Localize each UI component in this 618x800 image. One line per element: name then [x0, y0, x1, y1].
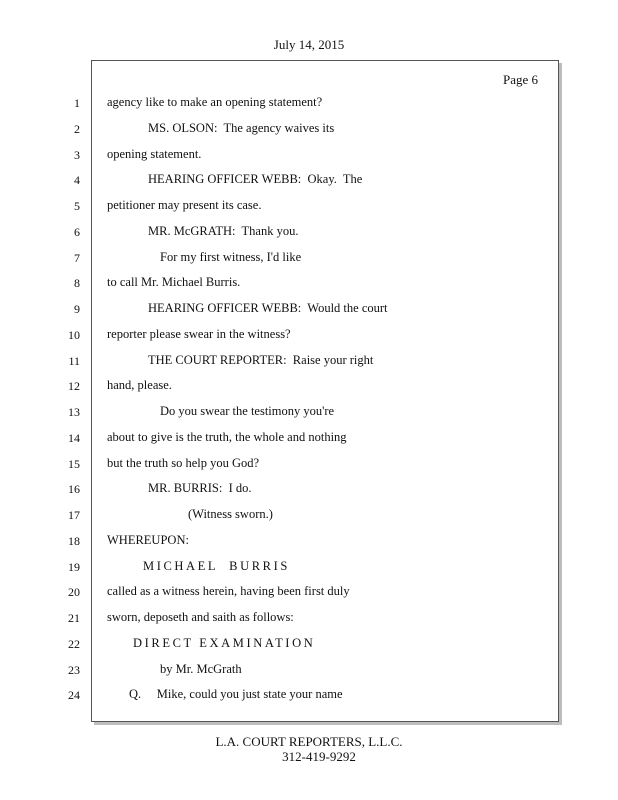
transcript-line: MR. McGRATH: Thank you.	[148, 224, 299, 238]
footer	[0, 734, 618, 764]
line-number: 22	[68, 637, 80, 651]
line-number: 2	[74, 122, 80, 136]
transcript-line: by Mr. McGrath	[160, 662, 242, 676]
line-number: 23	[68, 663, 80, 677]
line-number: 20	[68, 585, 80, 599]
transcript-line: For my first witness, I'd like	[160, 250, 302, 264]
transcript-line: reporter please swear in the witness?	[107, 327, 291, 341]
line-number: 9	[74, 302, 80, 316]
line-number: 5	[74, 199, 80, 213]
transcript-line: agency like to make an opening statement?	[107, 95, 323, 109]
line-number: 1	[74, 96, 80, 110]
transcript-line: DIRECT EXAMINATION	[133, 636, 316, 650]
line-number: 17	[68, 508, 80, 522]
line-number: 18	[68, 534, 80, 548]
line-number: 21	[68, 611, 80, 625]
transcript-line: opening statement.	[107, 147, 202, 161]
line-number: 16	[68, 482, 80, 496]
transcript-line: THE COURT REPORTER: Raise your right	[148, 353, 374, 367]
line-number: 6	[74, 225, 80, 239]
transcript-line: MR. BURRIS: I do.	[148, 481, 252, 495]
transcript-line: MS. OLSON: The agency waives its	[148, 121, 335, 135]
transcript-line: Q. Mike, could you just state your name	[129, 687, 343, 701]
transcript-line: to call Mr. Michael Burris.	[107, 275, 241, 289]
transcript-line: petitioner may present its case.	[107, 198, 262, 212]
header-date: July 14, 2015	[273, 37, 345, 52]
transcript-line: hand, please.	[107, 378, 172, 392]
transcript-line: HEARING OFFICER WEBB: Would the court	[148, 301, 388, 315]
footer-company: L.A. COURT REPORTERS, L.L.C.	[215, 734, 403, 749]
line-number: 14	[68, 431, 80, 445]
transcript-line: sworn, deposeth and saith as follows:	[107, 610, 294, 624]
transcript-line: Do you swear the testimony you're	[160, 404, 335, 418]
line-number: 4	[74, 173, 80, 187]
transcript-line: about to give is the truth, the whole and nothing	[107, 430, 347, 444]
transcript-line: MICHAEL BURRIS	[143, 559, 290, 573]
line-number: 10	[68, 328, 80, 342]
line-number: 3	[74, 148, 80, 162]
line-number: 7	[74, 251, 80, 265]
line-number: 11	[68, 354, 80, 368]
line-number: 8	[74, 276, 80, 290]
line-number: 13	[68, 405, 80, 419]
footer-phone: 312-419-9292	[282, 749, 356, 764]
line-number: 19	[68, 560, 80, 574]
line-number: 15	[68, 457, 80, 471]
transcript-line: but the truth so help you God?	[107, 456, 260, 470]
transcript-line: called as a witness herein, having been first duly	[107, 584, 350, 598]
transcript-line: HEARING OFFICER WEBB: Okay. The	[148, 172, 363, 186]
line-number: 12	[68, 379, 80, 393]
line-number: 24	[68, 688, 80, 702]
page-number: Page 6	[503, 72, 539, 87]
transcript-line: WHEREUPON:	[107, 533, 189, 547]
transcript-line: (Witness sworn.)	[188, 507, 273, 521]
